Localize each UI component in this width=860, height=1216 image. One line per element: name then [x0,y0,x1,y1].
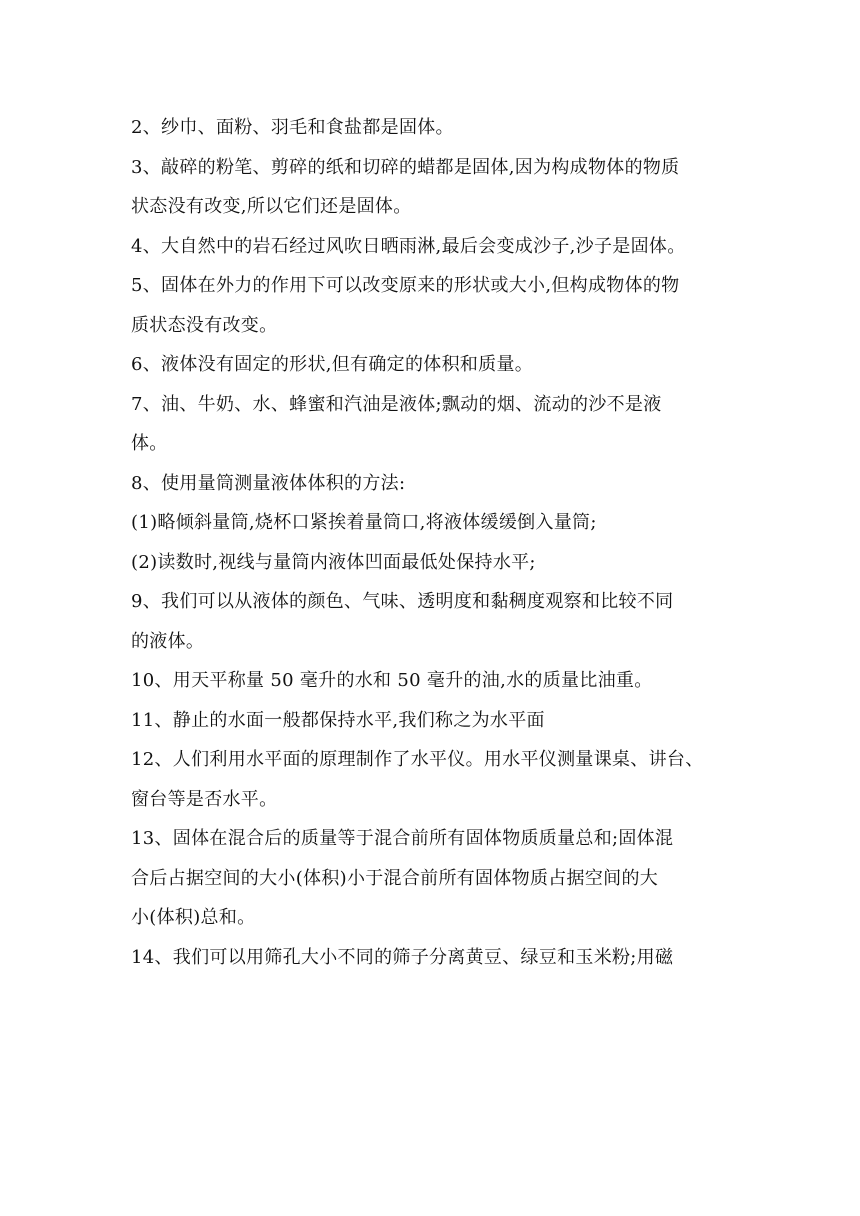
text-line: 9、我们可以从液体的颜色、气味、透明度和黏稠度观察和比较不同 [131,591,674,612]
text-line: 11、静止的水面一般都保持水平,我们称之为水平面 [131,709,545,731]
text-line: 2、纱巾、面粉、羽毛和食盐都是固体。 [131,117,454,138]
text-line: 的液体。 [131,630,205,652]
text-line: 6、液体没有固定的形状,但有确定的体积和质量。 [131,354,534,375]
text-line: 3、敲碎的粉笔、剪碎的纸和切碎的蜡都是固体,因为构成物体的物质 [131,156,680,178]
text-line: 状态没有改变,所以它们还是固体。 [131,196,412,217]
text-line: 窗台等是否水平。 [131,788,278,810]
text-line: 小(体积)总和。 [131,907,256,928]
text-line: 10、用天平称量 50 毫升的水和 50 毫升的油,水的质量比油重。 [131,670,653,691]
text-line: 5、固体在外力的作用下可以改变原来的形状或大小,但构成物体的物 [131,275,680,296]
text-line: 质状态没有改变。 [131,314,278,336]
text-line: 12、人们利用水平面的原理制作了水平仪。用水平仪测量课桌、讲台、 [131,749,704,770]
text-line: 8、使用量筒测量液体体积的方法: [131,472,406,494]
text-line: 体。 [131,433,168,454]
text-line: 14、我们可以用筛孔大小不同的筛子分离黄豆、绿豆和玉米粉;用磁 [131,946,674,968]
document-body [131,108,731,977]
text-line: (1)略倾斜量筒,烧杯口紧挨着量筒口,将液体缓缓倒入量筒; [131,512,597,533]
text-line: 7、油、牛奶、水、蜂蜜和汽油是液体;飘动的烟、流动的沙不是液 [131,393,662,415]
text-line: 4、大自然中的岩石经过风吹日晒雨淋,最后会变成沙子,沙子是固体。 [131,235,686,257]
text-line: 合后占据空间的大小(体积)小于混合前所有固体物质占据空间的大 [131,867,659,889]
text-line: 13、固体在混合后的质量等于混合前所有固体物质质量总和;固体混 [131,828,674,849]
text-line: (2)读数时,视线与量筒内液体凹面最低处保持水平; [131,551,536,573]
